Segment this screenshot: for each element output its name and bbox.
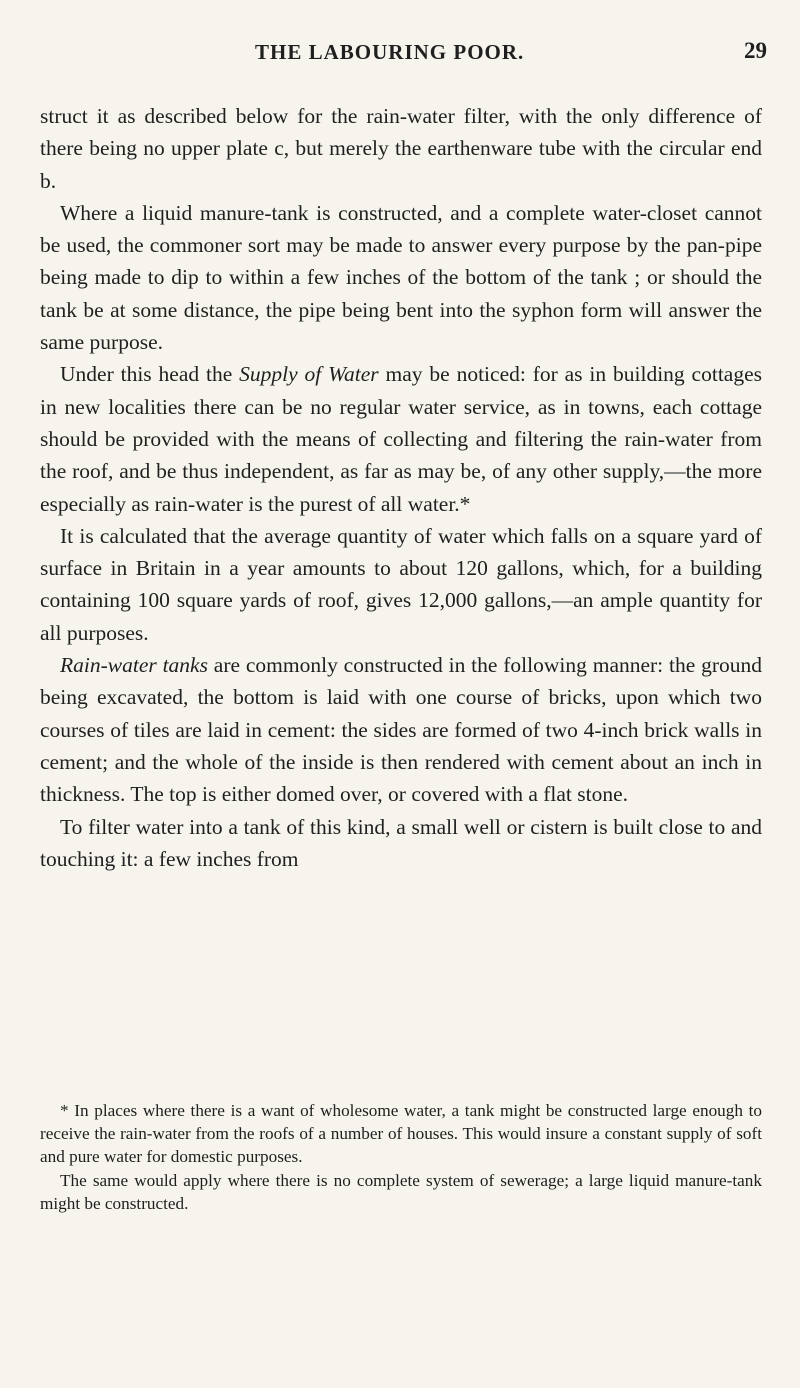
paragraph-text: Under this head the: [60, 362, 240, 387]
paragraph-text: may be noticed: for as in building cottages in new localities there can be no regular water service, as in towns, each cottage should be provided with the means of collecting and filtering the rain-water from the roof, and be thus independent, as far as may be, of any other supply,—the more especially as rain-water is the purest of all water.*: [40, 362, 762, 516]
footnote-2: The same would apply where there is no complete system of sewerage; a large liquid manure-tank might be constructed.: [40, 1170, 762, 1213]
paragraph-text: are commonly constructed in the following manner: the ground being excavated, the bottom is laid with one course of bricks, upon which two courses of tiles are laid in cement: the sides are formed of two 4-inch brick walls in cement; and the whole of the inside is then rendered with cement about an inch in thickness. The top is either domed over, or covered with a flat stone.: [40, 653, 763, 807]
page-number: 29: [744, 38, 767, 63]
paragraph-manure-tank: Where a liquid manure-tank is constructed, and a complete water-closet cannot be used, the commoner sort may be made to answer every purpose by the pan-pipe being made to dip to within a few inches of the bottom of the tank ; or should the tank be at some distance, the pipe being bent into the syphon form will answer the same purpose.: [40, 200, 762, 355]
paragraph-continuation: struct it as described below for the rain-water filter, with the only difference of there being no upper plate c, but merely the earthenware tube with the circular end b.: [40, 104, 762, 193]
italic-heading-supply-of-water: Supply of Water: [239, 362, 379, 387]
body-text: [40, 100, 762, 875]
paragraph-rainfall-quantity: It is calculated that the average quantity of water which falls on a square yard of surface in Britain in a year amounts to about 120 gallons, which, for a building containing 100 square yards of roof, gives 12,000 gallons,—an ample quantity for all purposes.: [40, 523, 762, 645]
paragraph-supply-of-water: [40, 358, 762, 519]
italic-heading-rain-water-tanks: Rain-water tanks: [60, 653, 208, 678]
paragraph-rain-water-tanks: [40, 649, 762, 810]
paragraph-filter-water: To filter water into a tank of this kind, a small well or cistern is built close to and touching it: a few inches from: [40, 814, 762, 871]
footnote-1: * In places where there is a want of wholesome water, a tank might be constructed large enough to receive the rain-water from the roofs of a number of houses. This would insure a constant supply of soft and pure water for domestic purposes.: [40, 1101, 762, 1167]
footnotes: [40, 1099, 762, 1215]
running-title: THE LABOURING POOR.: [255, 40, 525, 64]
